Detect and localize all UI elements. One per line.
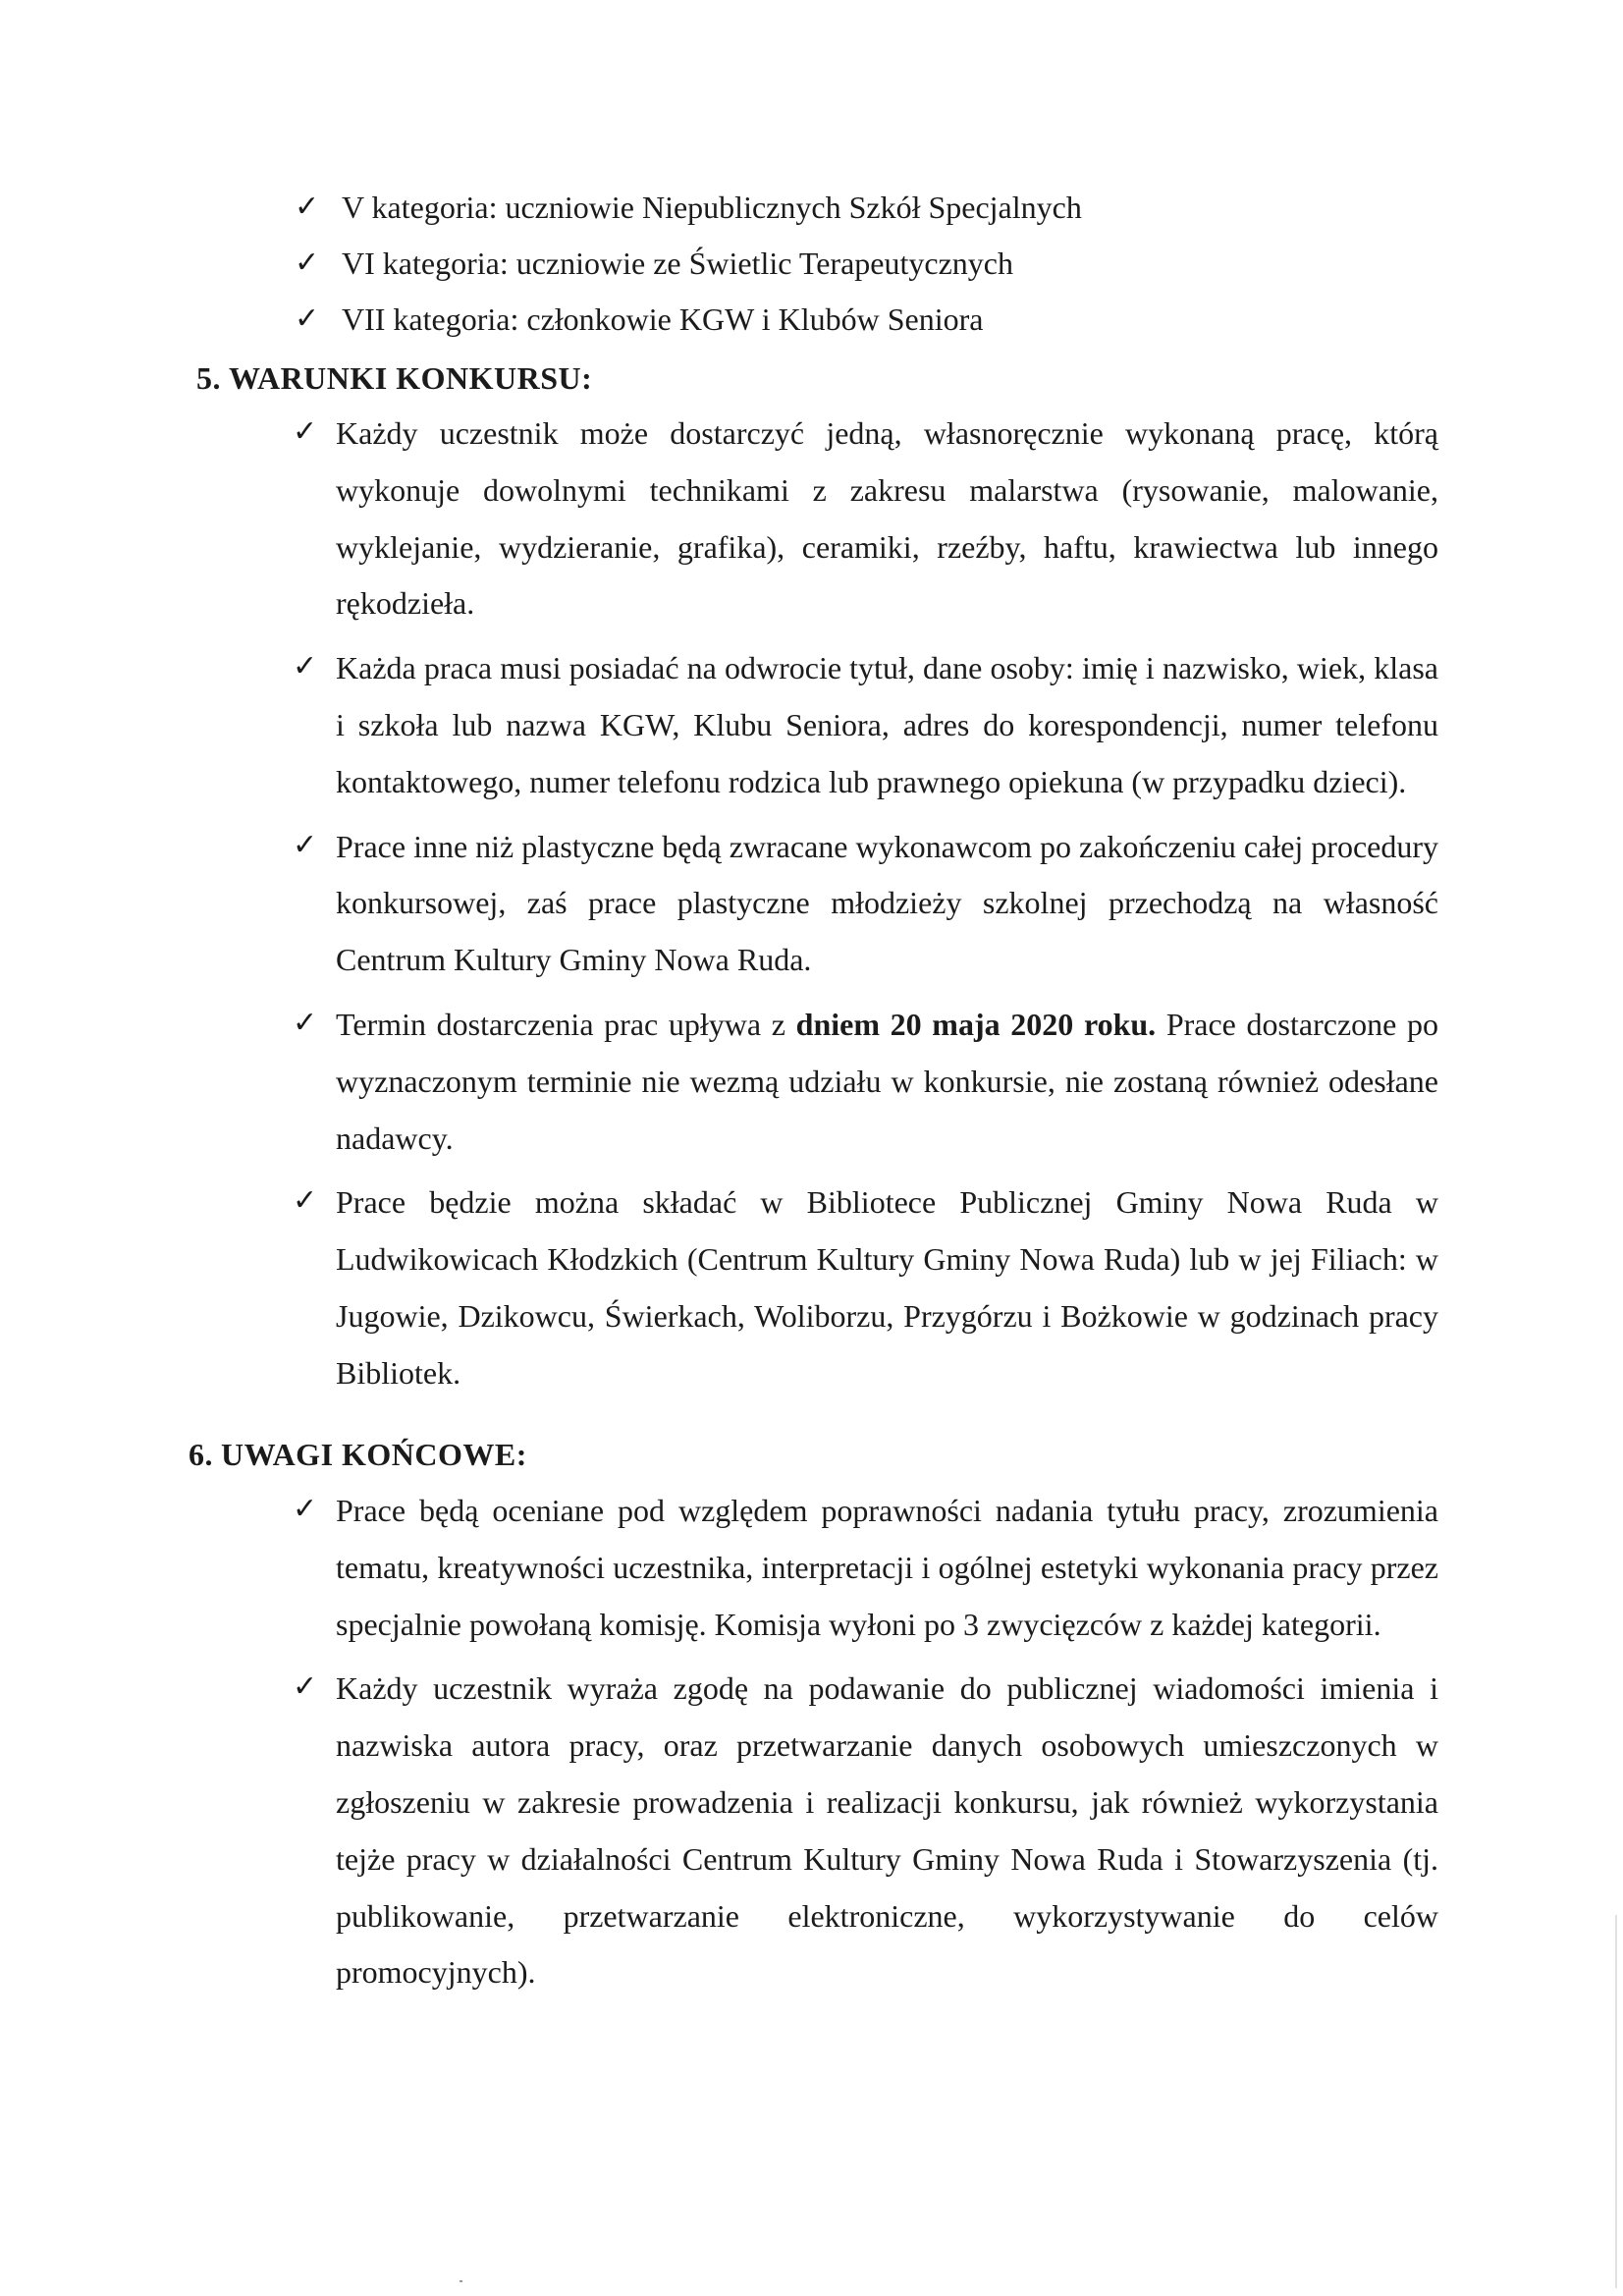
section-heading-conditions (196, 354, 592, 403)
deadline-text-before: Termin dostarczenia prac upływa z (336, 1006, 796, 1042)
deadline-text-after: Prace dostarczone po wyznaczonym terminie nie wezmą udziału w konkursie, nie zostaną również odesłane nadawcy. (336, 1006, 1439, 1156)
scan-speck (460, 2280, 462, 2282)
list-item (295, 239, 1473, 295)
condition-text: Prace inne niż plastyczne będą zwracane wykonawcom po zakończeniu całej procedury konkursowej, zaś prace plastyczne młodzieży szkolnej przechodzą na własność Centrum Kultury Gminy Nowa Ruda. (336, 828, 1439, 978)
checkmark-icon: ✓ (293, 649, 318, 684)
checkmark-icon: ✓ (295, 301, 320, 336)
section-number: 5. (196, 360, 221, 396)
section-title: UWAGI KOŃCOWE: (221, 1437, 527, 1472)
section-title: WARUNKI KONKURSU: (229, 360, 593, 396)
section-heading-final-remarks (189, 1430, 527, 1479)
category-text: VII kategoria: członkowie KGW i Klubów Seniora (342, 301, 984, 337)
checkmark-icon: ✓ (295, 190, 320, 224)
condition-text (336, 997, 1438, 1167)
list-item (285, 819, 1438, 989)
list-item (295, 183, 1473, 239)
list-item (285, 997, 1438, 1167)
section-number: 6. (189, 1437, 213, 1472)
conditions-list (285, 406, 1438, 1410)
checkmark-icon: ✓ (293, 1005, 318, 1040)
list-item (285, 1483, 1438, 1653)
category-list (295, 183, 1473, 351)
condition-text: Prace będzie można składać w Bibliotece Publicznej Gminy Nowa Ruda w Ludwikowicach Kłodzkich (Centrum Kultury Gminy Nowa Ruda) lub w jej Filiach: w Jugowie, Dzikowcu, Świerkach, Woliborzu, Przygórzu i Bożkowie w godzinach pracy Bibliotek. (336, 1184, 1438, 1391)
deadline-date: dniem 20 maja 2020 roku. (795, 1006, 1157, 1042)
checkmark-icon: ✓ (293, 1183, 318, 1219)
category-text: V kategoria: uczniowie Niepublicznych Szkół Specjalnych (342, 190, 1082, 225)
remark-text: Prace będą oceniane pod względem poprawności nadania tytułu pracy, zrozumienia tematu, kreatywności uczestnika, interpretacji i ogólnej estetyki wykonania pracy przez specjalnie powołaną komisję. Komisja wyłoni po 3 zwycięzców z każdej kategorii. (336, 1493, 1438, 1642)
checkmark-icon: ✓ (295, 246, 320, 280)
remark-text: Każdy uczestnik wyraża zgodę na podawanie do publicznej wiadomości imienia i nazwiska autora pracy, oraz przetwarzanie danych osobowych umieszczonych w zgłoszeniu w zakresie prowadzenia i realizacji konkursu, jak również wykorzystania tejże pracy w działalności Centrum Kultury Gminy Nowa Ruda i Stowarzyszenia (tj. publikowanie, przetwarzanie elektroniczne, wykorzystywanie do celów promocyjnych). (336, 1670, 1438, 1991)
list-item (285, 640, 1438, 810)
list-item (295, 295, 1473, 351)
checkmark-icon: ✓ (293, 1669, 318, 1705)
category-text: VI kategoria: uczniowie ze Świetlic Terapeutycznych (342, 246, 1013, 281)
checkmark-icon: ✓ (293, 827, 318, 862)
list-item (285, 406, 1438, 632)
checkmark-icon: ✓ (293, 1492, 318, 1526)
list-item (285, 1661, 1438, 2001)
checkmark-icon: ✓ (293, 414, 318, 449)
condition-text: Każdy uczestnik może dostarczyć jedną, własnoręcznie wykonaną pracę, którą wykonuje dowolnymi technikami z zakresu malarstwa (rysowanie, malowanie, wyklejanie, wydzieranie, grafika), ceramiki, rzeźby, haftu, krawiectwa lub innego rękodzieła. (336, 415, 1438, 622)
list-item (285, 1175, 1438, 1401)
scan-edge-line (1615, 1915, 1617, 2288)
condition-text: Każda praca musi posiadać na odwrocie tytuł, dane osoby: imię i nazwisko, wiek, klasa i szkoła lub nazwa KGW, Klubu Seniora, adres do korespondencji, numer telefonu kontaktowego, numer telefonu rodzica lub prawnego opiekuna (w przypadku dzieci). (336, 650, 1438, 799)
final-remarks-list (285, 1483, 1438, 2009)
